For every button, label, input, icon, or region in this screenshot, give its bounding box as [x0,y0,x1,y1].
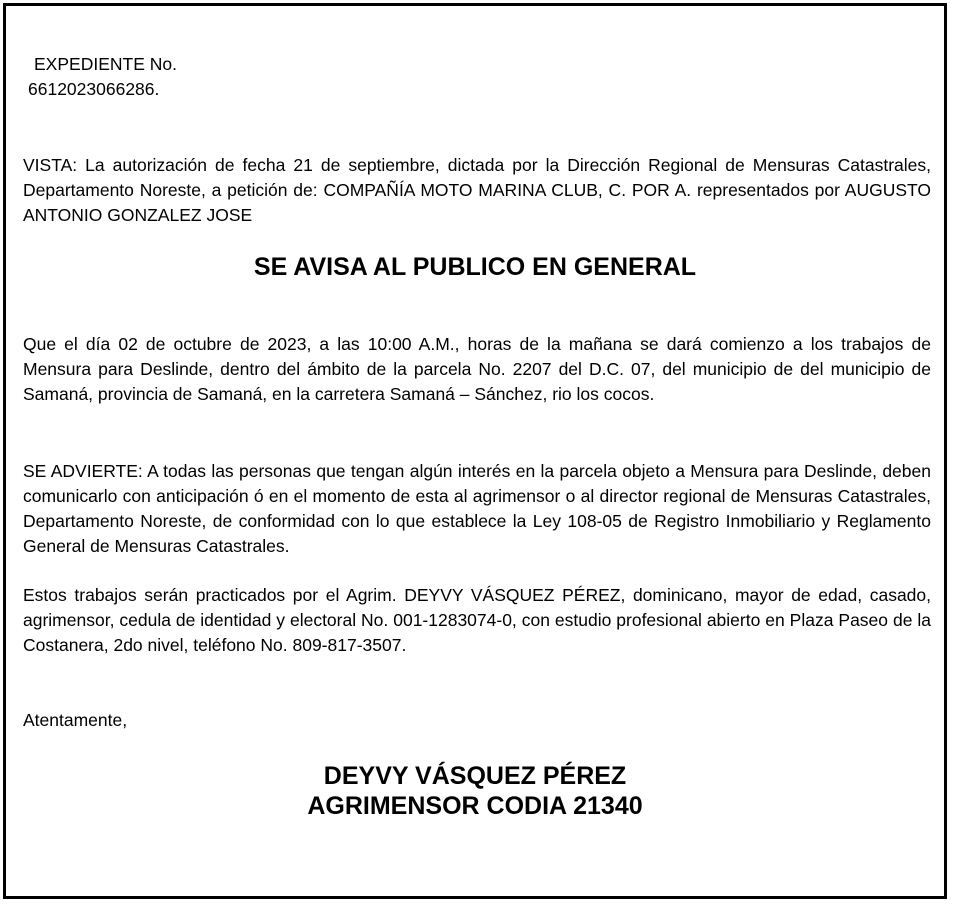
surveyor-details-paragraph: Estos trabajos serán practicados por el Agrim. DEYVY VÁSQUEZ PÉREZ, dominicano, mayor de edad, casado, agrimensor, cedula de identidad y electoral No. 001-1283074-0, con estudio profesional abierto en Plaza Paseo de la Costanera, 2do nivel, teléfono No. 809-817-3507. [23,585,931,655]
legal-notice-box [3,3,947,899]
expediente-label: EXPEDIENTE No. [34,54,177,74]
warning-paragraph: SE ADVIERTE: A todas las personas que tengan algún interés en la parcela objeto a Mensura para Deslinde, deben comunicarlo con anticipación ó en el momento de esta al agrimensor o al director regional de Mensuras Catastrales, Departamento Noreste, de conformidad con lo que establece la Ley 108-05 de Registro Inmobiliario y Reglamento General de Mensuras Catastrales. [23,461,931,556]
expediente-number: 6612023066286. [28,79,160,99]
notice-heading: SE AVISA AL PUBLICO EN GENERAL [253,253,697,281]
signature-title: AGRIMENSOR CODIA 21340 [307,792,643,820]
vista-paragraph: VISTA: La autorización de fecha 21 de septiembre, dictada por la Dirección Regional de Mensuras Catastrales, Departamento Noreste, a petición de: COMPAÑÍA MOTO MARINA CLUB, C. POR A. representados por AUGUSTO ANTONIO GONZALEZ JOSE [23,155,931,225]
survey-date-paragraph: Que el día 02 de octubre de 2023, a las 10:00 A.M., horas de la mañana se dará comienzo a los trabajos de Mensura para Deslinde, dentro del ámbito de la parcela No. 2207 del D.C. 07, del municipio de del municipio de Samaná, provincia de Samaná, en la carretera Samaná – Sánchez, rio los cocos. [23,334,931,404]
signature-name: DEYVY VÁSQUEZ PÉREZ [323,762,627,790]
closing-salutation: Atentamente, [23,710,128,730]
